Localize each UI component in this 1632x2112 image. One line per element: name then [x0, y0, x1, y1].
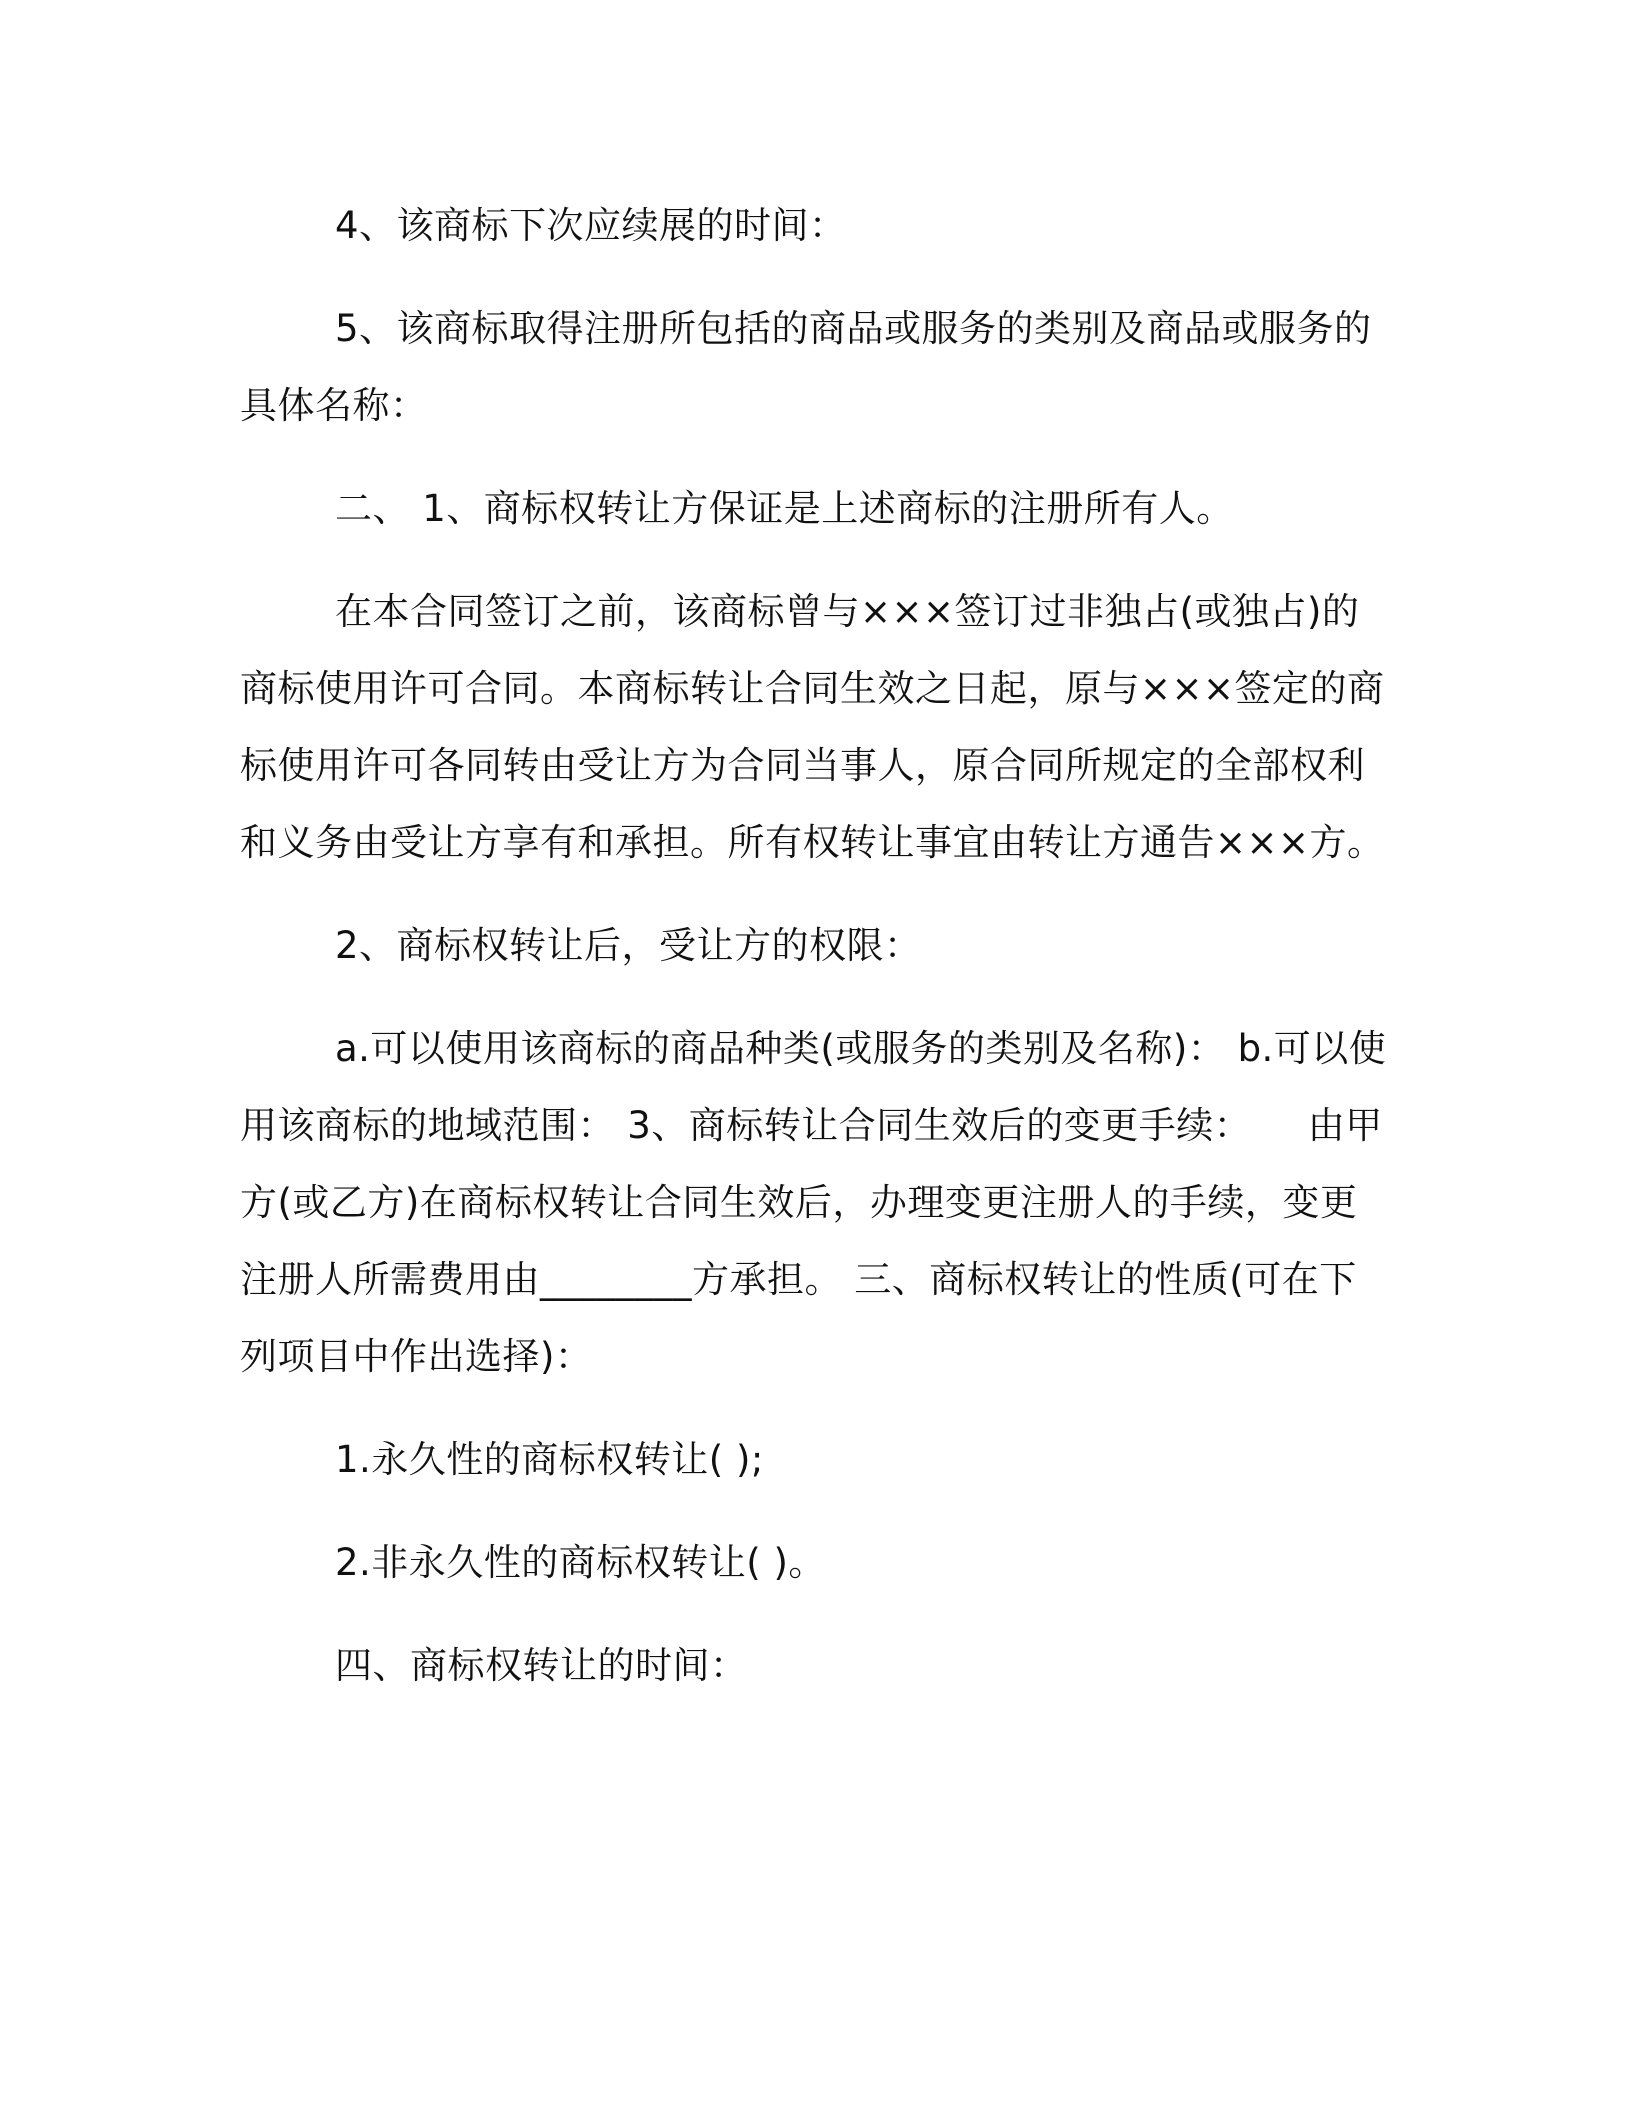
- document-body: [240, 187, 1392, 1730]
- paragraph-transferee-rights: 2、商标权转让后，受让方的权限：: [335, 924, 922, 967]
- paragraph-prior-license-contract: 在本合同签订之前，该商标曾与×××签订过非独占(或独占)的商标使用许可合同。本商标转让合同生效之日起，原与×××签定的商标使用许可各同转由受让方为合同当事人，原合同所规定的全部权利和义务由受让方享有和承担。所有权转让事宜由转让方通告×××方。: [240, 590, 1385, 864]
- paragraph-section-four-transfer-time: 四、商标权转让的时间：: [335, 1644, 748, 1687]
- paragraph-goods-services-category: 5、该商标取得注册所包括的商品或服务的类别及商品或服务的具体名称：: [240, 307, 1372, 427]
- paragraph-section-two-ownership: 二、 1、商标权转让方保证是上述商标的注册所有人。: [335, 487, 1234, 530]
- paragraph-non-permanent-transfer-option: 2.非永久性的商标权转让( )。: [335, 1541, 826, 1584]
- paragraph-renewal-time: 4、该商标下次应续展的时间：: [335, 204, 847, 247]
- paragraph-permanent-transfer-option: 1.永久性的商标权转让( );: [335, 1438, 764, 1481]
- paragraph-scope-and-change-procedure: a.可以使用该商标的商品种类(或服务的类别及名称)： b.可以使用该商标的地域范围： 3、商标转让合同生效后的变更手续： 由甲方(或乙方)在商标权转让合同生效后，办理变更注册人的手续，变更注册人所需费用由________方承担。 三、商标权转让的性质(可在下列项目中作出选择)：: [240, 1027, 1387, 1378]
